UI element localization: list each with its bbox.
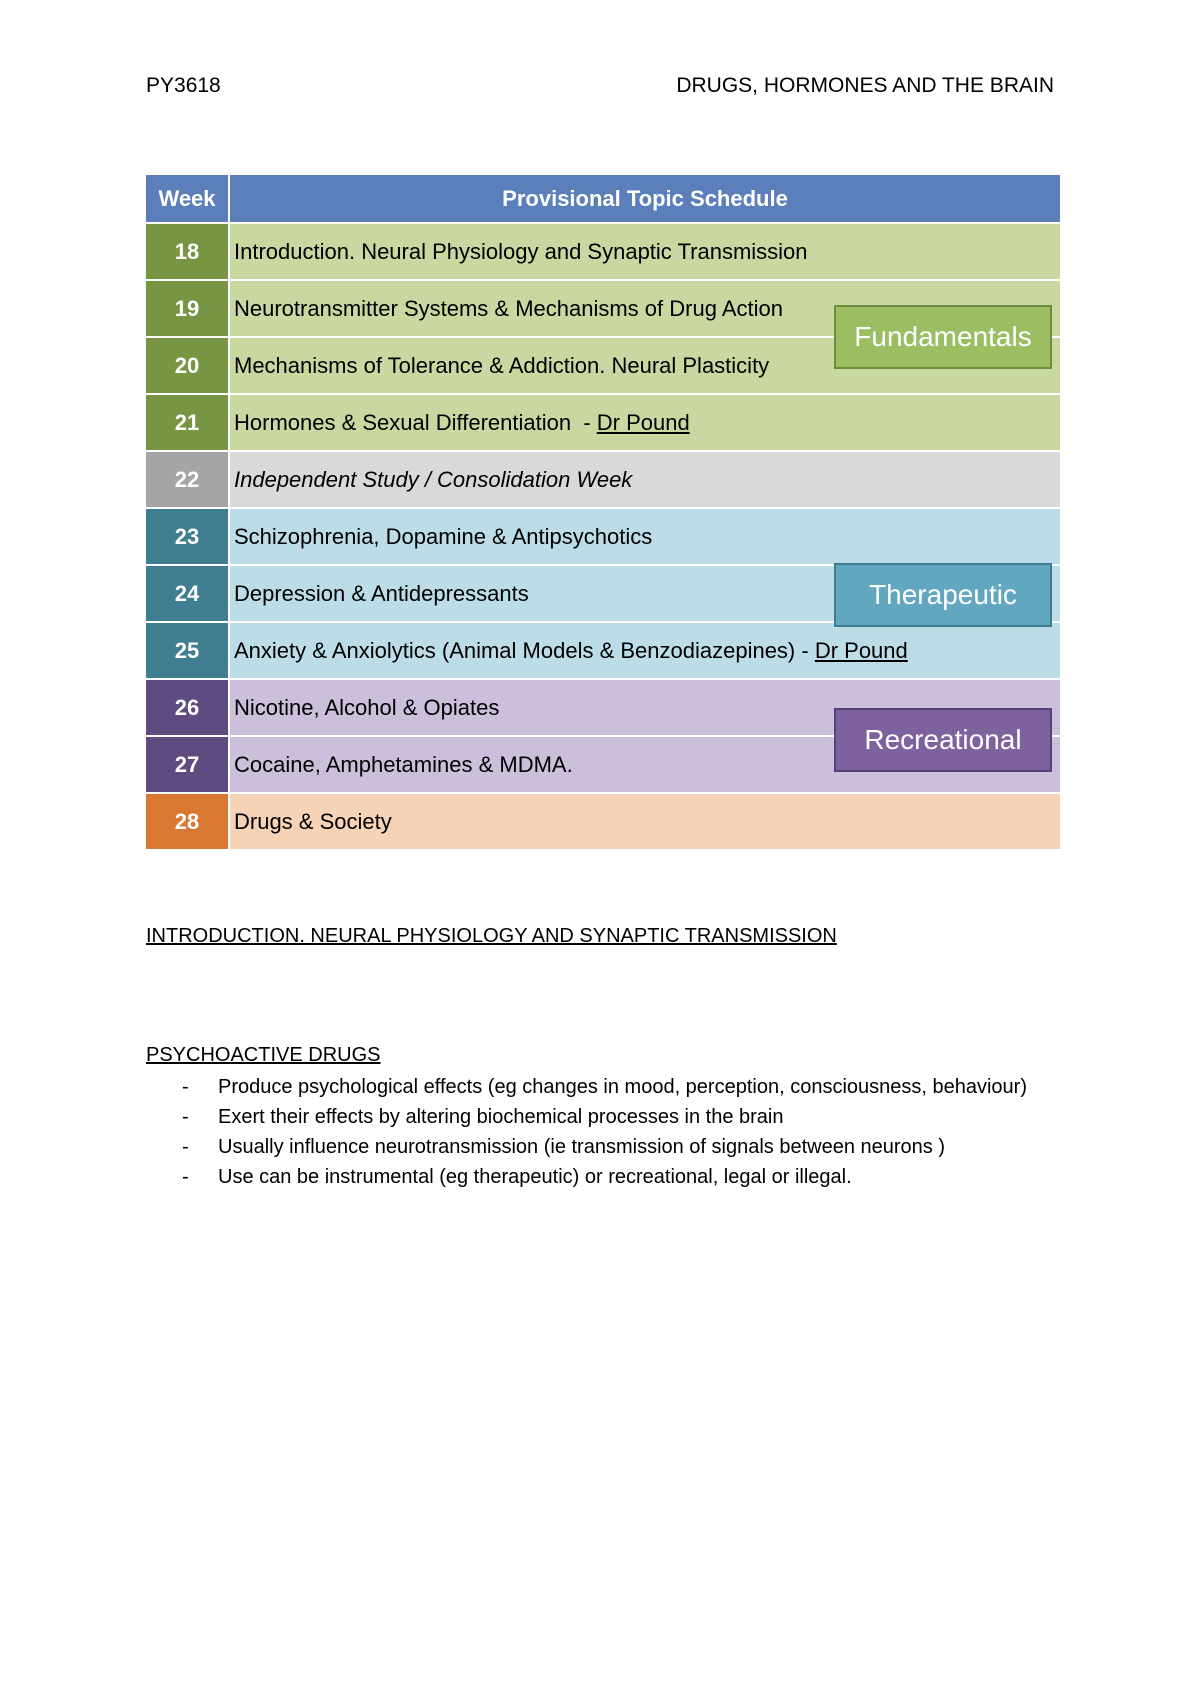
table-row — [146, 224, 1060, 281]
psychoactive-section-title: PSYCHOACTIVE DRUGS — [146, 1044, 381, 1066]
week-number: 25 — [146, 623, 230, 678]
week-number: 18 — [146, 224, 230, 279]
week-number: 19 — [146, 281, 230, 336]
topic-text: Hormones & Sexual Differentiation - — [234, 409, 597, 435]
topic-cell: Nicotine, Alcohol & Opiates — [230, 680, 1060, 735]
week-number: 23 — [146, 509, 230, 564]
list-item — [146, 1072, 1046, 1102]
bullet-text: Use can be instrumental (eg therapeutic) or recreational, legal or illegal. — [218, 1166, 852, 1188]
topic-schedule-table — [146, 175, 1060, 851]
table-row — [146, 395, 1060, 452]
table-header-row — [146, 175, 1060, 224]
week-number: 26 — [146, 680, 230, 735]
topic-cell: Mechanisms of Tolerance & Addiction. Neural Plasticity — [230, 338, 1060, 393]
topic-column-header: Provisional Topic Schedule — [230, 175, 1060, 222]
table-row — [146, 452, 1060, 509]
bullet-text: Usually influence neurotransmission (ie transmission of signals between neurons ) — [218, 1136, 946, 1158]
topic-cell — [230, 395, 1060, 450]
bullet-dash: - — [182, 1166, 189, 1188]
bullet-dash: - — [182, 1076, 189, 1098]
week-number: 24 — [146, 566, 230, 621]
psychoactive-bullet-list — [146, 1072, 1046, 1192]
course-code: PY3618 — [146, 74, 221, 97]
therapeutic-group-label: Therapeutic — [834, 563, 1052, 627]
topic-cell: Drugs & Society — [230, 794, 1060, 849]
week-column-header: Week — [146, 175, 230, 222]
topic-cell: Cocaine, Amphetamines & MDMA. — [230, 737, 1060, 792]
week-number: 27 — [146, 737, 230, 792]
week-number: 21 — [146, 395, 230, 450]
week-number: 22 — [146, 452, 230, 507]
list-item — [146, 1132, 1046, 1162]
week-number: 20 — [146, 338, 230, 393]
list-item — [146, 1102, 1046, 1132]
list-item — [146, 1162, 1046, 1192]
bullet-text: Produce psychological effects (eg changes in mood, perception, consciousness, behaviour) — [218, 1076, 1027, 1098]
week-number: 28 — [146, 794, 230, 849]
recreational-group-label: Recreational — [834, 708, 1052, 772]
topic-cell: Neurotransmitter Systems & Mechanisms of Drug Action — [230, 281, 1060, 336]
topic-cell — [230, 623, 1060, 678]
topic-cell: Depression & Antidepressants — [230, 566, 1060, 621]
bullet-dash: - — [182, 1106, 189, 1128]
table-row — [146, 623, 1060, 680]
intro-section-title: INTRODUCTION. NEURAL PHYSIOLOGY AND SYNAPTIC TRANSMISSION — [146, 925, 837, 947]
lecturer-name: Dr Pound — [596, 409, 690, 435]
fundamentals-group-label: Fundamentals — [834, 305, 1052, 369]
bullet-dash: - — [182, 1136, 189, 1158]
lecturer-name: Dr Pound — [814, 637, 908, 663]
topic-cell: Schizophrenia, Dopamine & Antipsychotics — [230, 509, 1060, 564]
bullet-text: Exert their effects by altering biochemical processes in the brain — [218, 1106, 784, 1128]
topic-cell: Independent Study / Consolidation Week — [230, 452, 1060, 507]
topic-cell: Introduction. Neural Physiology and Synaptic Transmission — [230, 224, 1060, 279]
table-row — [146, 794, 1060, 851]
course-title: DRUGS, HORMONES AND THE BRAIN — [676, 74, 1054, 97]
table-row — [146, 509, 1060, 566]
topic-text: Anxiety & Anxiolytics (Animal Models & Benzodiazepines) - — [234, 637, 815, 663]
